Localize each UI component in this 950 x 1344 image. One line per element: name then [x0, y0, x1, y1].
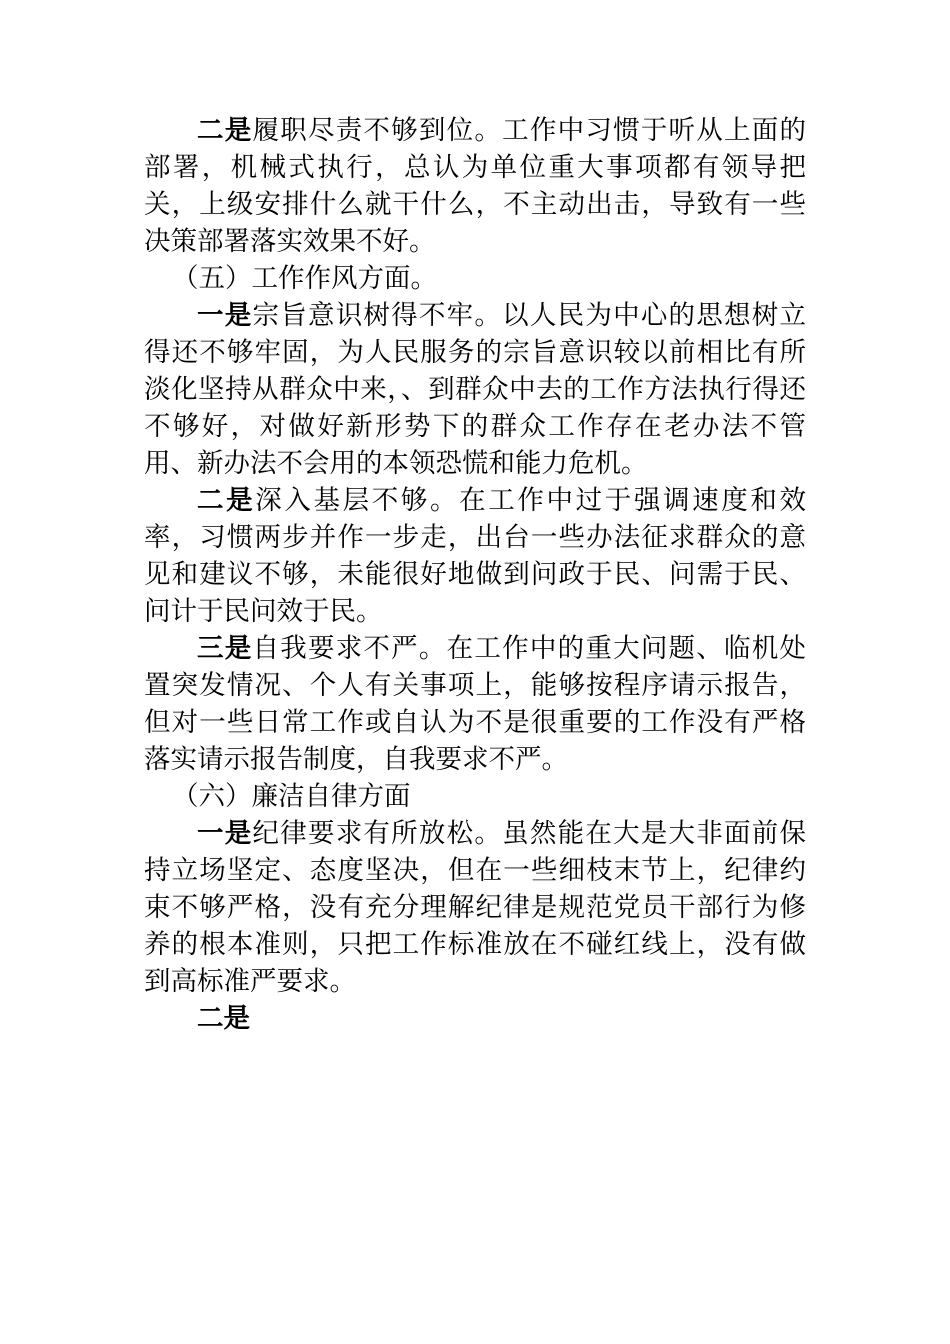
paragraph-performance-duties: [144, 112, 806, 260]
paragraph-lead: 二是: [197, 1003, 250, 1034]
paragraph-lead: 一是: [197, 818, 253, 849]
paragraph-text: 自我要求不严。在工作中的重大问题、临机处置突发情况、个人有关事项上，能够按程序请示报告，但对一些日常工作或自认为不是很重要的工作没有严格落实请示报告制度，自我要求不严。: [144, 633, 807, 775]
paragraph-self-discipline: [144, 630, 806, 778]
paragraph-text: 纪律要求有所放松。虽然能在大是大非面前保持立场坚定、态度坚决，但在一些细枝末节上，纪律约束不够严格，没有充分理解纪律是规范党员干部行为修养的根本准则，只把工作标准放在不碰红线上，没有做到高标准严要求。: [144, 818, 807, 997]
heading-text: （六）廉洁自律方面: [172, 781, 411, 812]
paragraph-lead: 一是: [197, 300, 253, 331]
document-page: [144, 112, 806, 1037]
paragraph-discipline-requirements: [144, 815, 806, 1000]
paragraph-second-point: [144, 1000, 806, 1037]
paragraph-lead: 三是: [197, 633, 253, 664]
section-heading-integrity: [144, 778, 806, 815]
paragraph-text: 履职尽责不够到位。工作中习惯于听从上面的部署，机械式执行，总认为单位重大事项都有领导把关，上级安排什么就干什么，不主动出击，导致有一些决策部署落实效果不好。: [144, 115, 807, 257]
paragraph-text: 宗旨意识树得不牢。以人民为中心的思想树立得还不够牢固，为人民服务的宗旨意识较以前相比有所淡化坚持从群众中来，、到群众中去的工作方法执行得还不够好，对做好新形势下的群众工作存在老办法不管用、新办法不会用的本领恐慌和能力危机。: [144, 300, 807, 479]
paragraph-lead: 二是: [197, 485, 256, 516]
section-heading-work-style: [144, 260, 806, 297]
heading-text: （五）工作作风方面。: [172, 263, 437, 294]
paragraph-purpose-awareness: [144, 297, 806, 482]
paragraph-lead: 二是: [197, 115, 253, 146]
paragraph-grassroots: [144, 482, 806, 630]
paragraph-text: 深入基层不够。在工作中过于强调速度和效率，习惯两步并作一步走，出台一些办法征求群众的意见和建议不够，未能很好地做到问政于民、问需于民、问计于民问效于民。: [144, 485, 806, 627]
